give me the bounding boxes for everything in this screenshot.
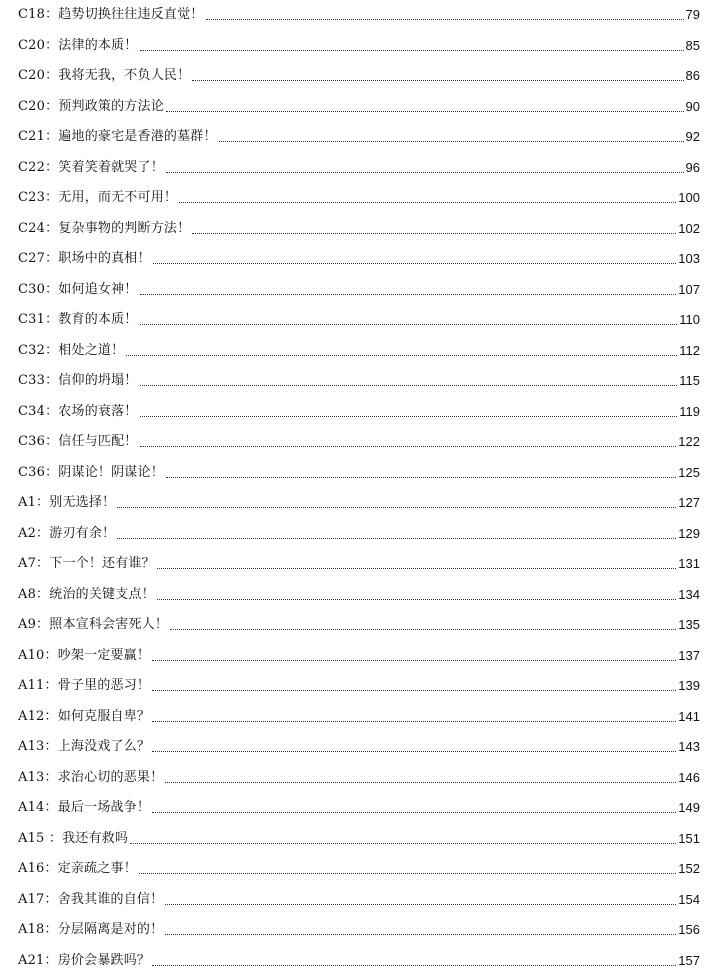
dot-leader <box>170 629 676 630</box>
toc-entry[interactable] <box>18 214 700 238</box>
toc-entry-page-number: 143 <box>678 739 700 754</box>
toc-entry[interactable] <box>18 946 700 970</box>
toc-entry[interactable] <box>18 610 700 634</box>
toc-entry[interactable] <box>18 580 700 604</box>
toc-entry[interactable] <box>18 671 700 695</box>
dot-leader <box>219 141 684 142</box>
toc-entry[interactable] <box>18 732 700 756</box>
toc-entry[interactable] <box>18 519 700 543</box>
toc-entry-title: A7：下一个！还有谁？ <box>18 556 155 571</box>
toc-entry-title: C32：相处之道！ <box>18 342 125 358</box>
toc-entry-title: C20：我将无我，不负人民！ <box>18 68 191 83</box>
toc-entry-page-number: 103 <box>678 251 700 266</box>
toc-entry-page-number: 119 <box>679 403 700 419</box>
toc-entry-title: C21：遍地的豪宅是香港的墓群！ <box>18 129 217 144</box>
toc-entry-title: A8：统治的关键支点！ <box>18 586 155 602</box>
dot-leader <box>140 324 678 325</box>
dot-leader <box>192 233 676 234</box>
toc-entry[interactable] <box>18 549 700 573</box>
toc-entry-title: A12：如何克服自卑？ <box>18 708 151 724</box>
toc-entry[interactable] <box>18 885 700 909</box>
toc-entry-title: C18：趋势切换往往违反直觉！ <box>18 7 204 22</box>
dot-leader <box>157 599 676 600</box>
toc-entry-page-number: 125 <box>678 464 700 480</box>
dot-leader <box>140 385 678 386</box>
dot-leader <box>117 507 676 508</box>
toc-entry-page-number: 102 <box>678 220 700 236</box>
toc-entry[interactable] <box>18 854 700 878</box>
dot-leader <box>140 294 677 295</box>
dot-leader <box>166 477 676 478</box>
toc-entry-title: A9：照本宣科会害死人！ <box>18 617 169 632</box>
dot-leader <box>166 172 684 173</box>
toc-entry-page-number: 134 <box>678 586 700 602</box>
toc-entry[interactable] <box>18 702 700 726</box>
toc-entry[interactable] <box>18 488 700 512</box>
dot-leader <box>126 355 677 356</box>
toc-entry[interactable] <box>18 244 700 268</box>
toc-entry[interactable] <box>18 397 700 421</box>
dot-leader <box>165 934 676 935</box>
toc-entry-page-number: 141 <box>678 708 700 724</box>
toc-entry[interactable] <box>18 183 700 207</box>
toc-entry-title: C36：信任与匹配！ <box>18 434 138 449</box>
dot-leader <box>140 446 677 447</box>
dot-leader <box>140 416 678 417</box>
toc-entry-title: C22：笑着笑着就哭了！ <box>18 159 164 175</box>
toc-entry-page-number: 149 <box>678 800 700 815</box>
toc-entry-title: C24：复杂事物的判断方法！ <box>18 220 191 236</box>
dot-leader <box>165 782 676 783</box>
toc-entry[interactable] <box>18 915 700 939</box>
toc-entry-title: A2：游刃有余！ <box>18 525 116 541</box>
dot-leader <box>139 873 676 874</box>
toc-entry-page-number: 135 <box>678 617 700 632</box>
toc-entry-title: A15 ：我还有救吗 <box>18 830 129 846</box>
toc-entry-title: A13：上海没戏了么？ <box>18 739 151 754</box>
toc-entry[interactable] <box>18 275 700 299</box>
toc-entry[interactable] <box>18 122 700 146</box>
dot-leader <box>153 263 677 264</box>
toc-entry-title: C36：阴谋论！阴谋论！ <box>18 464 164 480</box>
dot-leader <box>206 19 684 20</box>
toc-entry-page-number: 115 <box>679 373 700 388</box>
toc-entry-page-number: 79 <box>685 7 700 22</box>
toc-entry[interactable] <box>18 427 700 451</box>
toc-entry-title: A1：别无选择！ <box>18 495 116 510</box>
toc-entry[interactable] <box>18 641 700 665</box>
toc-entry-page-number: 90 <box>685 98 700 114</box>
dot-leader <box>152 751 676 752</box>
toc-entry-page-number: 110 <box>679 312 700 327</box>
toc-entry-page-number: 86 <box>685 68 700 83</box>
toc-entry[interactable] <box>18 824 700 848</box>
toc-entry-page-number: 131 <box>678 556 700 571</box>
toc-entry-page-number: 92 <box>685 129 700 144</box>
toc-entry-page-number: 112 <box>679 342 700 358</box>
toc-entry-page-number: 127 <box>678 495 700 510</box>
dot-leader <box>166 111 684 112</box>
toc-entry-title: C23：无用，而无不可用！ <box>18 190 178 205</box>
toc-entry[interactable] <box>18 92 700 116</box>
toc-entry[interactable] <box>18 61 700 85</box>
toc-entry-title: C30：如何追女神！ <box>18 281 138 297</box>
toc-entry-page-number: 137 <box>678 647 700 663</box>
toc-entry[interactable] <box>18 793 700 817</box>
toc-entry-title: C34：农场的衰落！ <box>18 403 138 419</box>
toc-entry-page-number: 152 <box>678 861 700 876</box>
toc-entry[interactable] <box>18 336 700 360</box>
toc-entry-page-number: 122 <box>678 434 700 449</box>
toc-entry-page-number: 129 <box>678 525 700 541</box>
toc-entry-title: A10：吵架一定要赢！ <box>18 647 151 663</box>
toc-entry[interactable] <box>18 31 700 55</box>
dot-leader <box>152 965 676 966</box>
toc-entry-page-number: 146 <box>678 769 700 785</box>
toc-entry[interactable] <box>18 458 700 482</box>
toc-entry-title: A16：定亲疏之事！ <box>18 861 137 876</box>
toc-entry-page-number: 156 <box>678 922 700 937</box>
toc-entry-page-number: 85 <box>685 37 700 53</box>
dot-leader <box>179 202 676 203</box>
toc-entry[interactable] <box>18 366 700 390</box>
toc-entry-title: C20：法律的本质！ <box>18 37 138 53</box>
toc-entry-title: C27：职场中的真相！ <box>18 251 151 266</box>
dot-leader <box>152 660 676 661</box>
toc-entry[interactable] <box>18 305 700 329</box>
dot-leader <box>130 843 676 844</box>
toc-entry-page-number: 107 <box>678 281 700 297</box>
toc-entry-title: C31：教育的本质！ <box>18 312 138 327</box>
toc-entry-page-number: 96 <box>685 159 700 175</box>
toc-entry[interactable] <box>18 763 700 787</box>
dot-leader <box>140 50 684 51</box>
toc-entry-title: A21：房价会暴跌吗？ <box>18 952 151 968</box>
dot-leader <box>165 904 676 905</box>
toc-entry-page-number: 157 <box>678 952 700 968</box>
toc-entry-title: A17：舍我其谁的自信！ <box>18 891 164 907</box>
toc-entry-title: A13：求治心切的恶果！ <box>18 769 164 785</box>
toc-entry-page-number: 139 <box>678 678 700 693</box>
toc-entry[interactable] <box>18 0 700 24</box>
dot-leader <box>157 568 676 569</box>
toc-entry-page-number: 151 <box>678 830 700 846</box>
toc-entry-title: A11：骨子里的恶习！ <box>18 678 151 693</box>
dot-leader <box>152 721 676 722</box>
toc-entry-title: C33：信仰的坍塌！ <box>18 373 138 388</box>
dot-leader <box>192 80 683 81</box>
toc-entry[interactable] <box>18 153 700 177</box>
toc-entry-page-number: 100 <box>678 190 700 205</box>
toc-entry-title: A18：分层隔离是对的！ <box>18 922 164 937</box>
dot-leader <box>117 538 676 539</box>
toc-entry-title: A14：最后一场战争！ <box>18 800 151 815</box>
toc-entry-title: C20：预判政策的方法论 <box>18 98 164 114</box>
toc-entry-page-number: 154 <box>678 891 700 907</box>
dot-leader <box>152 812 676 813</box>
dot-leader <box>152 690 676 691</box>
